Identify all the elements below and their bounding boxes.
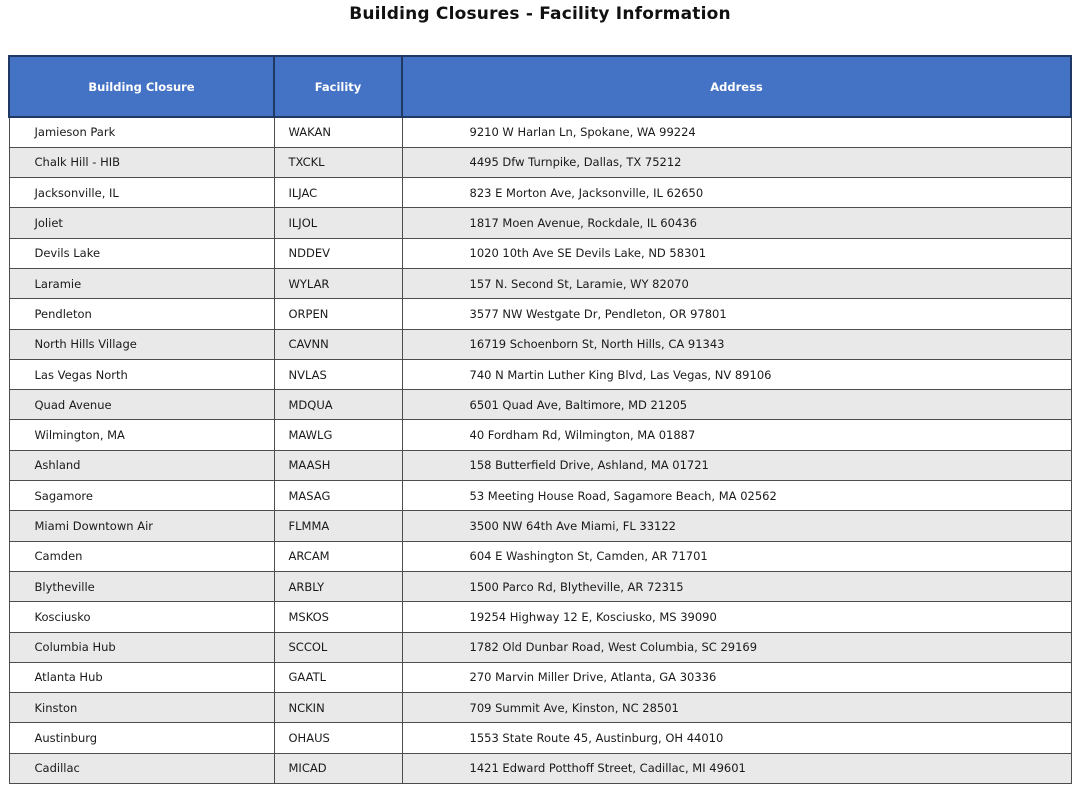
building-closure-cell: North Hills Village [9,329,274,359]
building-closure-cell: Kosciusko [9,602,274,632]
header-row [9,56,1071,117]
address-cell: 158 Butterfield Drive, Ashland, MA 01721 [402,450,1071,480]
facility-cell: SCCOL [274,632,402,662]
facility-cell: ILJOL [274,208,402,238]
table-row [9,571,1071,601]
facility-cell: FLMMA [274,511,402,541]
building-closure-cell: Pendleton [9,299,274,329]
table-row [9,178,1071,208]
table-row [9,450,1071,480]
building-closure-cell: Laramie [9,268,274,298]
address-cell: 4495 Dfw Turnpike, Dallas, TX 75212 [402,147,1071,177]
column-header-building-closure: Building Closure [9,56,274,117]
facility-cell: WYLAR [274,268,402,298]
address-cell: 270 Marvin Miller Drive, Atlanta, GA 30336 [402,662,1071,692]
building-closure-cell: Joliet [9,208,274,238]
address-cell: 19254 Highway 12 E, Kosciusko, MS 39090 [402,602,1071,632]
column-header-address: Address [402,56,1071,117]
building-closure-cell: Kinston [9,693,274,723]
facility-cell: ARBLY [274,571,402,601]
table-row [9,662,1071,692]
table-header [9,56,1071,117]
table-row [9,481,1071,511]
facility-cell: ORPEN [274,299,402,329]
table-row [9,147,1071,177]
facility-cell: WAKAN [274,117,402,147]
table-row [9,632,1071,662]
table-row [9,299,1071,329]
facility-table [8,55,1072,784]
facility-cell: MDQUA [274,390,402,420]
table-row [9,329,1071,359]
address-cell: 823 E Morton Ave, Jacksonville, IL 62650 [402,178,1071,208]
table-row [9,117,1071,147]
facility-cell: CAVNN [274,329,402,359]
building-closure-cell: Devils Lake [9,238,274,268]
building-closure-cell: Las Vegas North [9,359,274,389]
address-cell: 6501 Quad Ave, Baltimore, MD 21205 [402,390,1071,420]
table-row [9,208,1071,238]
facility-cell: GAATL [274,662,402,692]
building-closure-cell: Austinburg [9,723,274,753]
table-row [9,359,1071,389]
facility-cell: OHAUS [274,723,402,753]
facility-cell: MAWLG [274,420,402,450]
building-closure-cell: Columbia Hub [9,632,274,662]
table-row [9,753,1071,783]
facility-cell: MICAD [274,753,402,783]
address-cell: 1817 Moen Avenue, Rockdale, IL 60436 [402,208,1071,238]
column-header-facility: Facility [274,56,402,117]
address-cell: 16719 Schoenborn St, North Hills, CA 91343 [402,329,1071,359]
address-cell: 40 Fordham Rd, Wilmington, MA 01887 [402,420,1071,450]
address-cell: 9210 W Harlan Ln, Spokane, WA 99224 [402,117,1071,147]
table-row [9,541,1071,571]
facility-cell: MSKOS [274,602,402,632]
building-closure-cell: Cadillac [9,753,274,783]
address-cell: 157 N. Second St, Laramie, WY 82070 [402,268,1071,298]
address-cell: 53 Meeting House Road, Sagamore Beach, MA 02562 [402,481,1071,511]
building-closure-cell: Quad Avenue [9,390,274,420]
address-cell: 604 E Washington St, Camden, AR 71701 [402,541,1071,571]
table-row [9,602,1071,632]
address-cell: 1782 Old Dunbar Road, West Columbia, SC 29169 [402,632,1071,662]
address-cell: 3577 NW Westgate Dr, Pendleton, OR 97801 [402,299,1071,329]
table-row [9,723,1071,753]
table-row [9,238,1071,268]
facility-cell: TXCKL [274,147,402,177]
building-closure-cell: Wilmington, MA [9,420,274,450]
facility-cell: NVLAS [274,359,402,389]
address-cell: 1421 Edward Potthoff Street, Cadillac, MI 49601 [402,753,1071,783]
building-closure-cell: Jamieson Park [9,117,274,147]
table-row [9,420,1071,450]
facility-cell: NCKIN [274,693,402,723]
building-closure-cell: Camden [9,541,274,571]
address-cell: 740 N Martin Luther King Blvd, Las Vegas, NV 89106 [402,359,1071,389]
table-row [9,390,1071,420]
address-cell: 709 Summit Ave, Kinston, NC 28501 [402,693,1071,723]
table-row [9,693,1071,723]
building-closure-cell: Jacksonville, IL [9,178,274,208]
facility-cell: ILJAC [274,178,402,208]
building-closure-cell: Atlanta Hub [9,662,274,692]
facility-cell: MASAG [274,481,402,511]
table-body [9,117,1071,784]
building-closure-cell: Miami Downtown Air [9,511,274,541]
address-cell: 1500 Parco Rd, Blytheville, AR 72315 [402,571,1071,601]
building-closure-cell: Chalk Hill - HIB [9,147,274,177]
address-cell: 3500 NW 64th Ave Miami, FL 33122 [402,511,1071,541]
building-closure-cell: Sagamore [9,481,274,511]
table-row [9,511,1071,541]
address-cell: 1553 State Route 45, Austinburg, OH 44010 [402,723,1071,753]
building-closure-cell: Blytheville [9,571,274,601]
facility-cell: ARCAM [274,541,402,571]
building-closure-cell: Ashland [9,450,274,480]
facility-cell: NDDEV [274,238,402,268]
address-cell: 1020 10th Ave SE Devils Lake, ND 58301 [402,238,1071,268]
facility-cell: MAASH [274,450,402,480]
table-row [9,268,1071,298]
page-title: Building Closures - Facility Information [349,4,731,24]
